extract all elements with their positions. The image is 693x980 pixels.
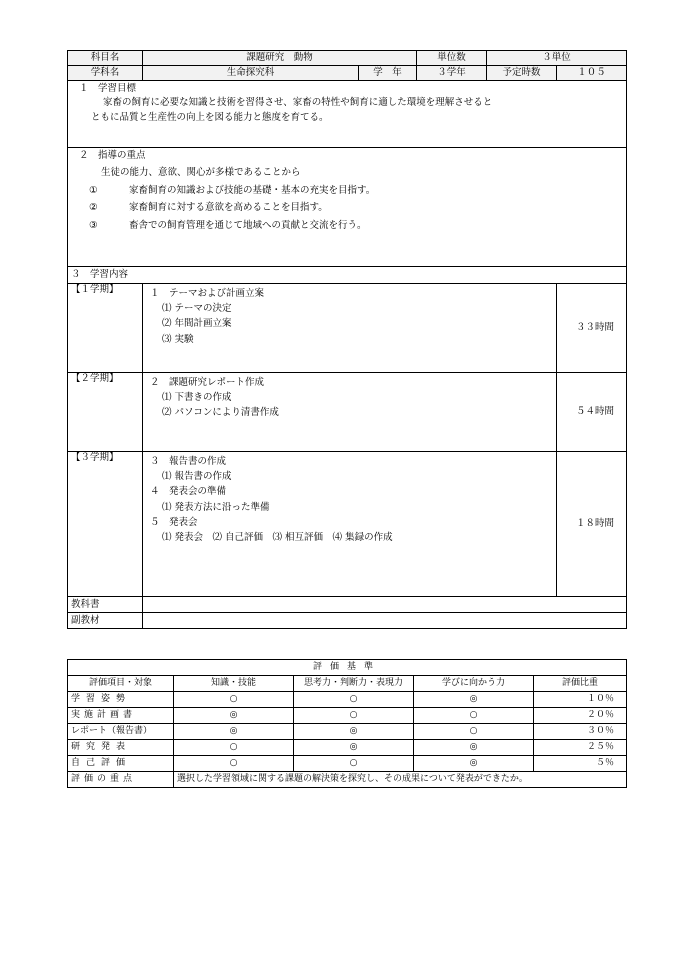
content-title: ３ 学習内容 — [68, 267, 627, 284]
syllabus-table — [67, 50, 626, 629]
term-label: 【１学期】 — [68, 284, 143, 373]
term-hours: １８時間 — [557, 452, 627, 597]
term-hours: ５４時間 — [557, 373, 627, 452]
dept-label: 学科名 — [68, 66, 143, 81]
eval-focus-label: 評価の重点 — [68, 772, 174, 788]
sub-material-value — [143, 613, 627, 629]
table-row: 研究発表 ○ ◎ ◎ ２５％ — [68, 740, 627, 756]
dept-value: 生命探究科 — [143, 66, 359, 81]
table-row: 自己評価 ○ ○ ◎ ５％ — [68, 756, 627, 772]
point-item: ② 家畜飼育に対する意欲を高めることを目指す。 — [89, 202, 328, 214]
eval-header: 学びに向かう力 — [414, 676, 534, 692]
goals-line-2: ともに品質と生産性の向上を図る能力と態度を育てる。 — [91, 112, 329, 124]
goals-section — [68, 81, 627, 148]
textbook-label: 教科書 — [68, 597, 143, 613]
eval-header: 知識・技能 — [174, 676, 294, 692]
evaluation-title: 評価基準 — [68, 660, 627, 676]
goals-title: １ 学習目標 — [79, 83, 137, 94]
eval-header: 思考力・判断力・表現力 — [294, 676, 414, 692]
hours-label: 予定時数 — [487, 66, 557, 81]
goals-line-1: 家畜の飼育に必要な知識と技術を習得させ、家畜の特性や飼育に適した環境を理解させると — [103, 97, 493, 109]
subject-value: 課題研究 動物 — [143, 51, 417, 66]
point-item: ③ 畜舎での飼育管理を通じて地域への貢献と交流を行う。 — [89, 219, 367, 231]
sub-material-label: 副教材 — [68, 613, 143, 629]
subject-label: 科目名 — [68, 51, 143, 66]
table-row: 実施計画書 ◎ ○ ○ ２０％ — [68, 708, 627, 724]
points-title: ２ 指導の重点 — [79, 150, 146, 161]
term-label: 【２学期】 — [68, 373, 143, 452]
grade-value: ３学年 — [417, 66, 487, 81]
term-content: １ テーマおよび計画立案 ⑴ テーマの決定 ⑵ 年間計画立案 ⑶ 実験 — [143, 284, 557, 373]
evaluation-table — [67, 659, 626, 788]
term-content: ３ 報告書の作成 ⑴ 報告書の作成 ４ 発表会の準備 ⑴ 発表方法に沿った準備 ５ 発表会 ⑴ 発表会 ⑵ 自己評価 ⑶ 相互評価 ⑷ 集録の作成 — [143, 452, 557, 597]
term-label: 【３学期】 — [68, 452, 143, 597]
credits-label: 単位数 — [417, 51, 487, 66]
term-content: ２ 課題研究レポート作成 ⑴ 下書きの作成 ⑵ パソコンにより清書作成 — [143, 373, 557, 452]
grade-label: 学 年 — [359, 66, 417, 81]
hours-value: １０５ — [557, 66, 627, 81]
points-section — [68, 148, 627, 267]
table-row: レポート（報告書） ◎ ◎ ○ ３０％ — [68, 724, 627, 740]
eval-header: 評価比重 — [534, 676, 627, 692]
points-lead: 生徒の能力、意欲、関心が多様であることから — [101, 167, 301, 179]
credits-value: ３単位 — [487, 51, 627, 66]
eval-header: 評価項目・対象 — [68, 676, 174, 692]
eval-focus-text: 選択した学習領域に関する課題の解決策を探究し、その成果について発表ができたか。 — [174, 772, 627, 788]
point-item: ① 家畜飼育の知識および技能の基礎・基本の充実を目指す。 — [89, 184, 376, 196]
textbook-value — [143, 597, 627, 613]
table-row: 学習姿勢 ○ ○ ◎ １０％ — [68, 692, 627, 708]
term-hours: ３３時間 — [557, 284, 627, 373]
